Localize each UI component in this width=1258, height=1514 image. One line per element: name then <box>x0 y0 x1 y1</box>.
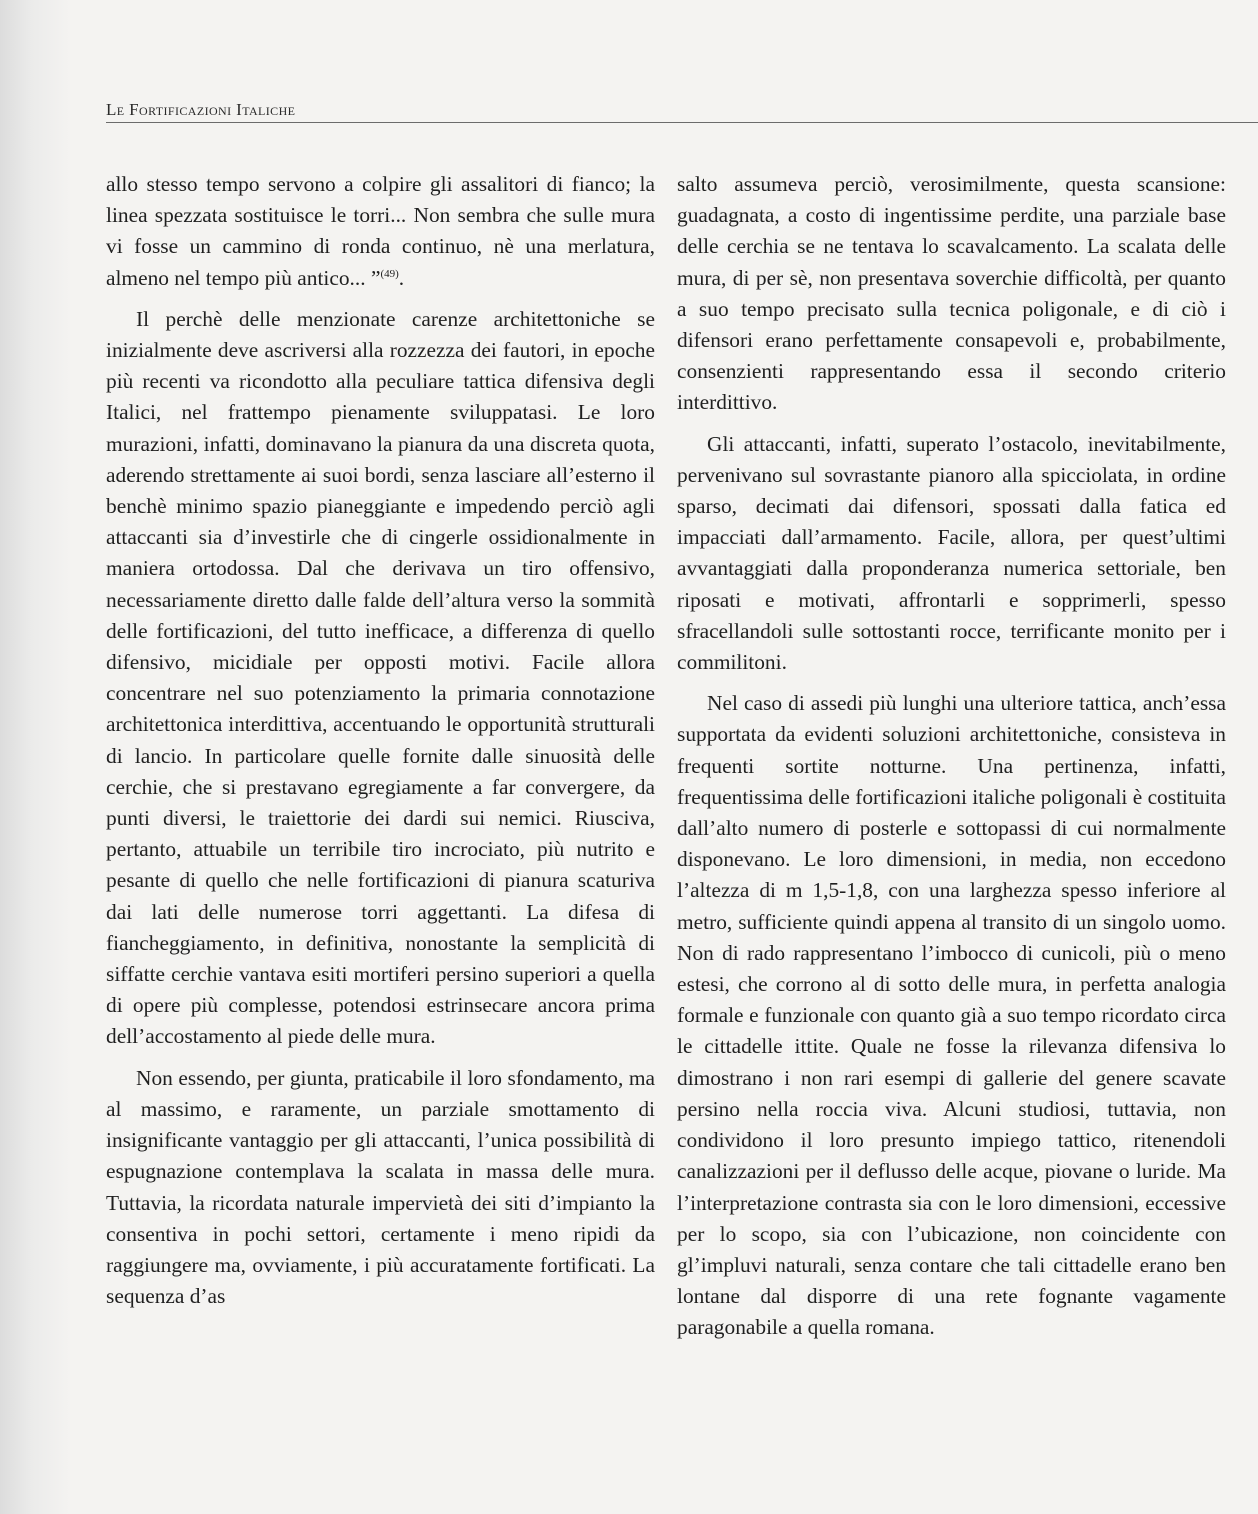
paragraph: Il perchè delle menzionate carenze architettoniche se inizialmente deve ascriversi alla rozzezza dei fautori, in epoche più recenti va ricondotto alla peculiare tattica difensiva degli Italici, nel frattempo pienamente sviluppatasi. Le loro murazioni, infatti, dominavano la pianura da una discreta quota, aderendo strettamente ai suoi bordi, senza lasciare all’esterno il benchè minimo spazio pianeggiante e impedendo perciò agli attaccanti sia d’investirle che di cingerle ossidionalmente in maniera ortodossa. Dal che derivava un tiro offensivo, necessariamente diretto dalle falde dell’altura verso la sommità delle fortificazioni, del tutto inefficace, a differenza di quello difensivo, micidiale per opposti motivi. Facile allora concentrare nel suo potenziamento la primaria connotazione architettonica interdittiva, accentuando le opportunità strutturali di lancio. In particolare quelle fornite dalle sinuosità delle cerchie, che si prestavano egregiamente a far convergere, da punti diversi, le traiettorie dei dardi sui nemici. Riusciva, pertanto, attuabile un terribile tiro incrociato, più nutrito e pesante di quello che nelle fortificazioni di pianura scaturiva dai lati delle numerose torri aggettanti. La difesa di fiancheggiamento, in definitiva, nonostante la semplicità di siffatte cerchie vantava esiti mortiferi persino superiori a quella di opere più complesse, potendosi estrinsecare ancora prima dell’accostamento al piede delle mura. <box>106 306 655 1049</box>
page-gutter-shadow <box>0 0 70 1514</box>
left-column <box>106 169 655 1312</box>
footnote-ref: (49) <box>380 267 399 280</box>
paragraph <box>106 169 655 294</box>
paragraph: salto assumeva perciò, verosimilmente, questa scansione: guadagnata, a costo di ingentissime perdite, una parziale base delle cerchia se ne tentava lo scavalcamento. La scalata delle mura, di per sè, non presentava soverchie difficoltà, per quanto a suo tempo precisato sulla tecnica poligonale, e di ciò i difensori erano perfettamente consapevoli e, probabilmente, consenzienti rappresentando essa il secondo criterio interdittivo. <box>677 172 1226 415</box>
paragraph-end: . <box>398 265 405 290</box>
running-header: Le Fortificazioni Italiche <box>106 100 296 119</box>
paragraph-text: allo stesso tempo servono a colpire gli assalitori di fianco; la linea spezzata sostituisce le torri... Non sembra che sulle mura vi fosse un cammino di ronda continuo, nè una merlatura, almeno nel tempo più antico... ” <box>106 172 655 290</box>
paragraph: Non essendo, per giunta, praticabile il loro sfondamento, ma al massimo, e raramente, un parziale smottamento di insignificante vantaggio per gli attaccanti, l’unica possibilità di espugnazione contemplava la scalata in massa delle mura. Tuttavia, la ricordata naturale impervietà dei siti d’impianto la consentiva in pochi settori, certamente i meno ripidi da raggiungere ma, ovviamente, i più accuratamente fortificati. La sequenza d’as <box>106 1065 655 1309</box>
right-column <box>677 169 1226 1344</box>
paragraph: Gli attaccanti, infatti, superato l’ostacolo, inevitabilmente, pervenivano sul sovrastante pianoro alla spicciolata, in ordine sparso, decimati dai difensori, spossati dalla fatica ed impacciati dall’armamento. Facile, allora, per quest’ultimi avvantaggiati dalla proponderanza numerica settoriale, ben riposati e motivati, affrontarli e sopprimerli, spesso sfracellandoli sulle sottostanti rocce, terrificante monito per i commilitoni. <box>677 431 1226 675</box>
paragraph: Nel caso di assedi più lunghi una ulteriore tattica, anch’essa supportata da evidenti soluzioni architettoniche, consisteva in frequenti sortite notturne. Una pertinenza, infatti, frequentissima delle fortificazioni italiche poligonali è costituita dall’alto numero di posterle e sottopassi di cui normalmente disponevano. Le loro dimensioni, in media, non eccedono l’altezza di m 1,5-1,8, con una larghezza spesso inferiore al metro, sufficiente quindi appena al transito di un singolo uomo. Non di rado rappresentano l’imbocco di cunicoli, più o meno estesi, che corrono al di sotto delle mura, in perfetta analogia formale e funzionale con quanto già a suo tempo ricordato circa le cittadelle ittite. Quale ne fosse la rilevanza difensiva lo dimostrano i non rari esempi di gallerie del genere scavate persino nella roccia viva. Alcuni studiosi, tuttavia, non condividono il loro presunto impiego tattico, ritenendoli canalizzazioni per il deflusso delle acque, piovane o luride. Ma l’interpretazione contrasta sia con le loro dimensioni, eccessive per lo scopo, sia con l’ubicazione, non coincidente con gl’impluvi naturali, senza contare che tali cittadelle erano ben lontane dal disporre di una rete fognante vagamente paragonabile a quella romana. <box>677 691 1226 1340</box>
header-rule <box>106 122 1258 123</box>
